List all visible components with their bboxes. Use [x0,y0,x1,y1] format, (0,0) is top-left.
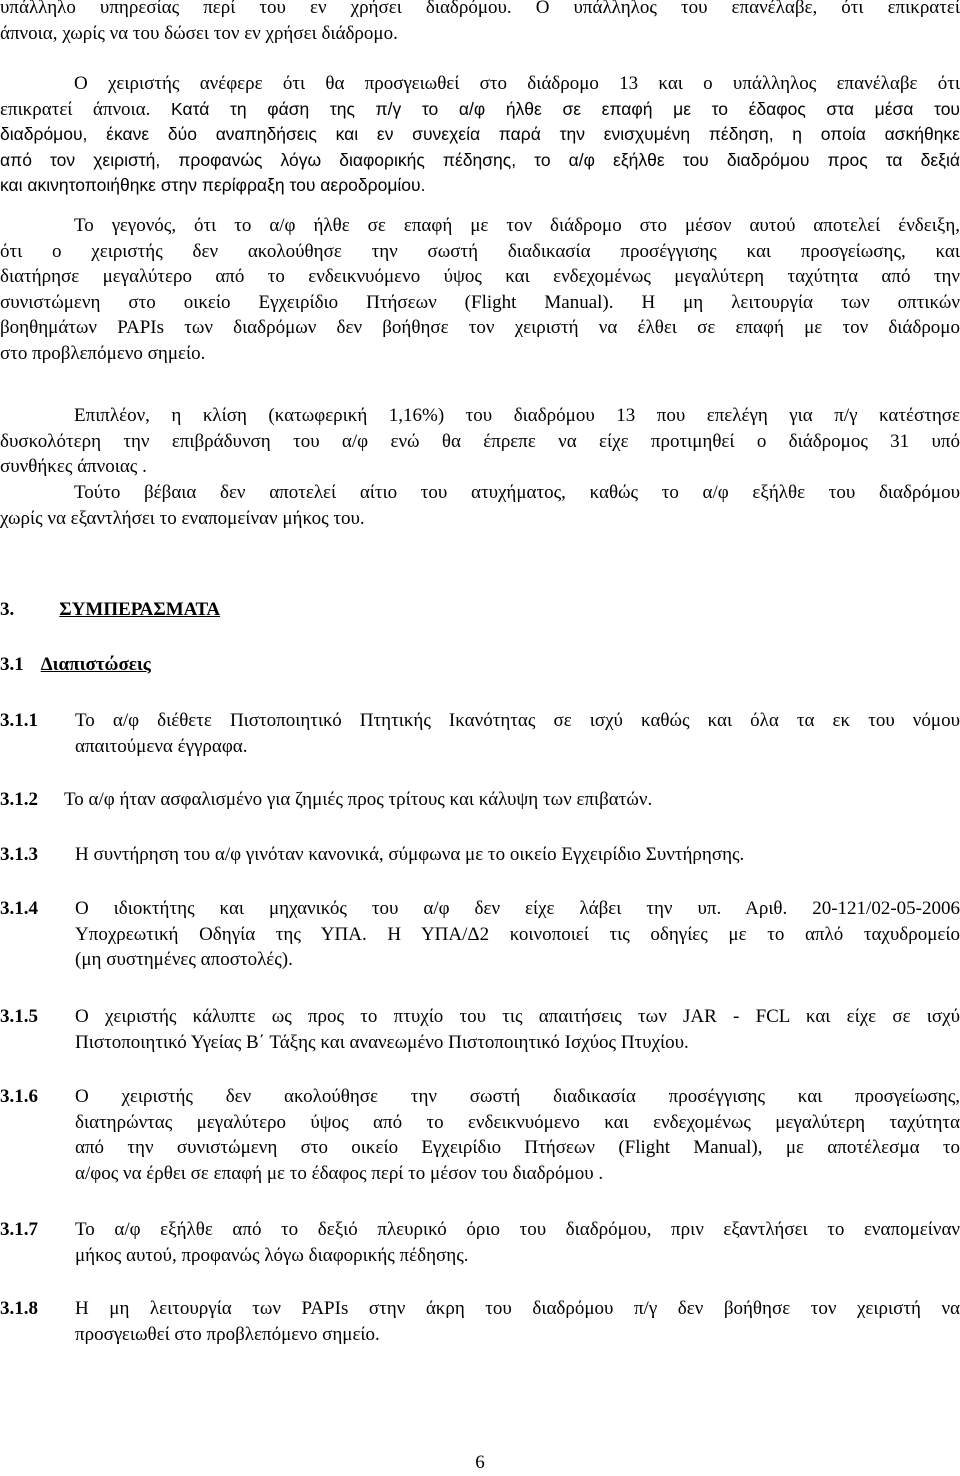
finding-line: Το α/φ ήταν ασφαλισμένο για ζημιές προς τρίτους και κάλυψη των επιβατών. [64,789,653,810]
finding-line: Υποχρεωτική Οδηγία της ΥΠΑ. Η ΥΠΑ/Δ2 κοινοποιεί τις οδηγίες με το απλό ταχυδρομείο [75,923,960,945]
paragraph-line: δυσκολότερη την επιβράδυνση του α/φ ενώ θα έπρεπε να είχε προτιμηθεί ο διάδρομος 31 υπό [0,430,960,452]
paragraph-line: διατήρησε μεγαλύτερο από το ενδεικνυόμενο ύψος και ενδεχομένως μεγαλύτερη ταχύτητα από την [0,266,960,288]
paragraph-line: από τον χειριστή, προφανώς λόγω διαφορικής πέδησης, το α/φ εξήλθε του διαδρόμου προς τα δεξιά [0,149,960,170]
paragraph-2 [0,71,960,199]
paragraph-4 [0,403,960,480]
finding-line: Πιστοποιητικό Υγείας Β΄ Τάξης και ανανεωμένο Πιστοποιητικό Ισχύος Πτυχίου. [75,1031,689,1053]
finding-number: 3.1.5 [0,1006,38,1027]
finding-line: α/φος να έρθει σε επαφή με το έδαφος περί το μέσον του διαδρόμου . [75,1162,604,1184]
paragraph-line: και ακινητοποιήθηκε στην περίφραξη του αεροδρομίου. [0,175,426,196]
subsection-heading [0,652,151,678]
finding-text [75,896,960,973]
paragraph-line: βοηθημάτων PAPIs των διαδρόμων δεν βοήθησε τον χειριστή να έλθει σε επαφή με τον διάδρομο [0,317,960,339]
paragraph-line [0,71,960,97]
finding-line: διατηρώντας μεγαλύτερο ύψος από το ενδεικνυόμενο και ενδεχομένως μεγαλύτερη ταχύτητα [75,1111,960,1133]
paragraph-line: ότι ο χειριστής δεν ακολούθησε την σωστή διαδικασία προσέγγισης και προσγείωσης, και [0,240,960,262]
finding-number: 3.1.7 [0,1219,38,1240]
finding-line: απαιτούμενα έγγραφα. [75,735,248,757]
finding-text [75,1084,960,1186]
finding-number: 3.1.8 [0,1298,38,1319]
paragraph-line [0,403,960,429]
paragraph-line: άπνοια, χωρίς να του δώσει τον εν χρήσει διάδρομο. [0,22,398,44]
finding-text [75,842,960,868]
subsection-title: Διαπιστώσεις [40,654,151,675]
paragraph-text: Τούτο βέβαια δεν αποτελεί αίτιο του ατυχήματος, καθώς το α/φ εξήλθε του διαδρόμου [74,482,960,503]
paragraph-text: επικρατεί άπνοια. [0,98,151,120]
paragraph-line: χωρίς να εξαντλήσει το εναπομείναν μήκος του. [0,507,365,529]
finding-line: Το α/φ διέθετε Πιστοποιητικό Πτητικής Ικανότητας σε ισχύ καθώς και όλα τα εκ του νόμου [75,710,960,731]
finding-text [75,1296,960,1347]
finding-line: από την συνιστώμενη στο οικείο Εγχειρίδιο Πτήσεων (Flight Manual), με αποτέλεσμα το [75,1137,960,1159]
page-number: 6 [475,1452,485,1473]
paragraph-line: στο προβλεπόμενο σημείο. [0,342,206,364]
finding-line: Η συντήρηση του α/φ γινόταν κανονικά, σύμφωνα με το οικείο Εγχειρίδιο Συντήρησης. [75,844,745,865]
finding-text [75,1217,960,1268]
finding-line: (μη συστημένες αποστολές). [75,949,293,971]
section-heading [0,597,220,623]
finding-number: 3.1.4 [0,898,38,919]
finding-number: 3.1.1 [0,710,38,731]
section-number: 3. [0,599,15,620]
paragraph-line: υπάλληλο υπηρεσίας περί του εν χρήσει διαδρόμου. Ο υπάλληλος του επανέλαβε, ότι επικρατεί [0,0,960,18]
finding-line: Το α/φ εξήλθε από το δεξιό πλευρικό όριο του διαδρόμου, πριν εξαντλήσει το εναπομείναν [75,1219,960,1240]
subsection-number: 3.1 [0,654,24,675]
finding-line: Ο ιδιοκτήτης και μηχανικός του α/φ δεν είχε λάβει την υπ. Αριθ. 20-121/02-05-2006 [75,898,960,919]
paragraph-text: Το γεγονός, ότι το α/φ ήλθε σε επαφή με τον διάδρομο στο μέσον αυτού αποτελεί ένδειξη, [74,215,960,236]
finding-number: 3.1.6 [0,1086,38,1107]
paragraph-text: Ο χειριστής ανέφερε ότι θα προσγειωθεί στο διάδρομο 13 και ο υπάλληλος επανέλαβε ότι [74,73,960,94]
finding-line: Ο χειριστής κάλυπτε ως προς το πτυχίο του τις απαιτήσεις των JAR - FCL και είχε σε ισχύ [75,1006,960,1027]
finding-line: μήκος αυτού, προφανώς λόγω διαφορικής πέδησης. [75,1244,469,1266]
finding-text [75,1004,960,1055]
paragraph-line: διαδρόμου, έκανε δύο αναπηδήσεις και εν συνεχεία παρά την ενισχυμένη πέδηση, η οποία ασκήθηκε [0,124,960,145]
paragraph-line: συνθήκες άπνοιας . [0,456,147,478]
paragraph-line [0,97,960,123]
section-title: ΣΥΜΠΕΡΑΣΜΑΤΑ [59,599,221,620]
paragraph-1 [0,0,960,46]
finding-line: Η μη λειτουργία των PAPIs στην άκρη του διαδρόμου π/γ δεν βοήθησε τον χειριστή να [75,1298,960,1319]
finding-number: 3.1.2 [0,789,38,810]
paragraph-3 [0,213,960,367]
finding-number: 3.1.3 [0,844,38,865]
finding-text [64,787,960,813]
finding-line: προσγειωθεί στο προβλεπόμενο σημείο. [75,1323,380,1345]
paragraph-line: συνιστώμενη στο οικείο Εγχειρίδιο Πτήσεων (Flight Manual). Η μη λειτουργία των οπτικών [0,291,960,313]
paragraph-text: Κατά τη φάση της π/γ το α/φ ήλθε σε επαφή με το έδαφος στα μέσα του [150,98,960,119]
finding-line: Ο χειριστής δεν ακολούθησε την σωστή διαδικασία προσέγγισης και προσγείωσης, [75,1086,960,1107]
paragraph-5 [0,480,960,531]
finding-text [75,708,960,759]
paragraph-text: Επιπλέον, η κλίση (κατωφερική 1,16%) του διαδρόμου 13 που επελέγη για π/γ κατέστησε [74,405,960,426]
paragraph-line [0,213,960,239]
paragraph-line [0,480,960,506]
